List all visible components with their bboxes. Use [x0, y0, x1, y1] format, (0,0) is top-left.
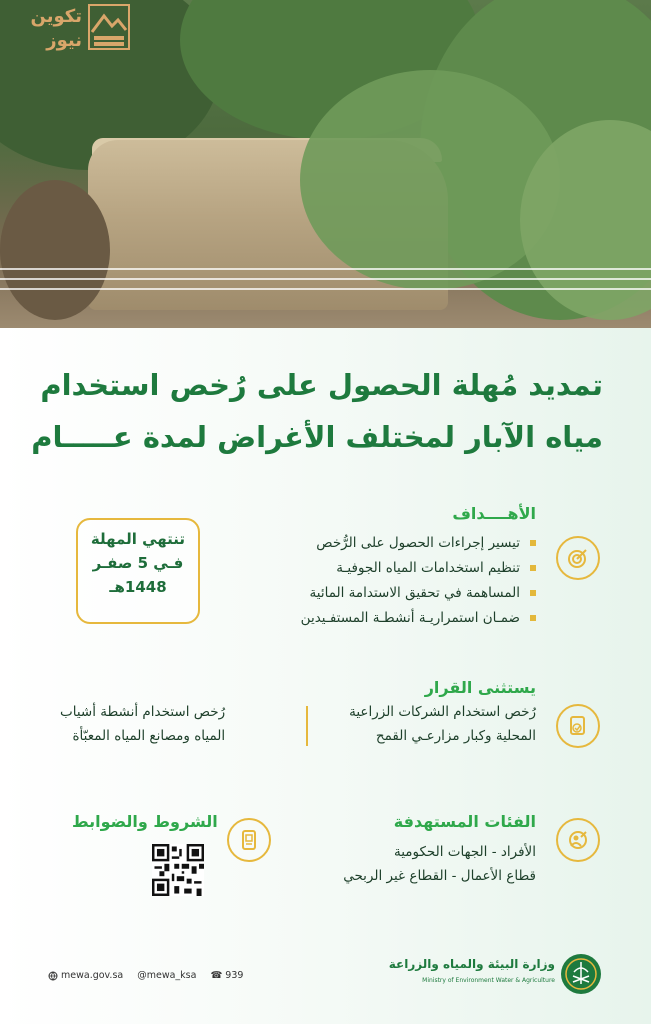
exempt-right-text: رُخص استخدام الشركات الزراعية المحلية وكبار مزارعـي القمح	[349, 704, 536, 744]
page-title-line2: مياه الآبار لمختلف الأغراض لمدة عـــــام	[31, 420, 603, 454]
deadline-line2: فـي 5 صفـر	[92, 554, 184, 572]
divider	[306, 706, 308, 746]
deadline-box	[76, 518, 200, 624]
qr-scan-icon	[227, 818, 271, 862]
bullet-icon	[530, 565, 536, 571]
goals-heading: الأهــــداف	[452, 504, 536, 523]
goals-list	[216, 530, 536, 630]
website-link[interactable]: mewa.gov.sa	[48, 970, 123, 981]
logo-text-line2: نيوز	[46, 30, 82, 51]
exempt-left-text: رُخص استخدام أنشطة أشياب المياه ومصانع المياه المعبّأة	[60, 704, 226, 744]
tkwin-news-logo	[10, 4, 130, 56]
hero-photo	[0, 0, 651, 328]
document-check-icon	[556, 704, 600, 748]
deadline-line3: 1448هـ	[109, 578, 167, 596]
bullet-icon	[530, 615, 536, 621]
bullet-icon	[530, 590, 536, 596]
logo-text-line1: تكوين	[30, 6, 82, 27]
goal-item: ضمـان استمراريـة أنشطـة المستفـيدين	[216, 605, 536, 630]
phone-number[interactable]: ☎ 939	[210, 970, 244, 981]
deadline-line1: تنتهي المهلة	[90, 530, 186, 548]
footer	[0, 938, 651, 1024]
social-handle[interactable]: @mewa_ksa	[137, 970, 197, 981]
page-title-line1: تمديد مُهلة الحصول على رُخص استخدام	[40, 368, 603, 402]
content-panel	[0, 328, 651, 1024]
people-target-icon	[556, 818, 600, 862]
ministry-name-en: Ministry of Environment Water & Agriculture	[422, 977, 555, 984]
goal-item: تيسير إجراءات الحصول على الرُّخص	[216, 530, 536, 555]
globe-icon	[48, 971, 58, 981]
terms-heading: الشروط والضوابط	[72, 812, 218, 831]
phone-icon: ☎	[210, 970, 223, 981]
decorative-stripes	[0, 268, 651, 308]
target-icon	[556, 536, 600, 580]
ministry-logo	[388, 952, 601, 996]
qr-code[interactable]	[152, 844, 204, 896]
targets-heading: الفئات المستهدفة	[393, 812, 536, 831]
goal-item: المساهمة في تحقيق الاستدامة المائية	[216, 580, 536, 605]
logo-mark-icon	[88, 4, 130, 50]
contact-links	[48, 970, 243, 981]
bullet-icon	[530, 540, 536, 546]
goal-item: تنظيم استخدامات المياه الجوفيـة	[216, 555, 536, 580]
ministry-name-ar: وزارة البيئة والمياه والزراعة	[388, 957, 555, 971]
exempt-heading: يستثنى القرار	[424, 678, 536, 697]
targets-text: الأفراد - الجهات الحكومية قطاع الأعمال - القطاع غير الربحي	[343, 844, 536, 884]
ministry-emblem-icon	[561, 954, 601, 994]
